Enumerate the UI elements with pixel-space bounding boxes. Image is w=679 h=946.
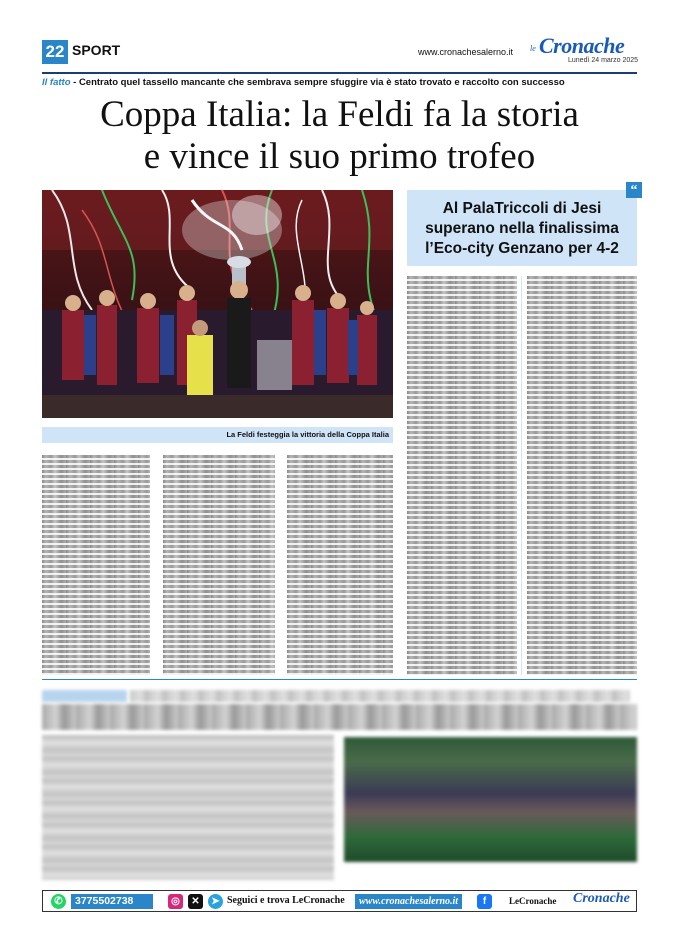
section-title: SPORT — [72, 42, 121, 58]
second-article-photo — [344, 737, 637, 862]
section-divider — [42, 679, 637, 680]
logo-name: Cronache — [539, 33, 625, 58]
blurred-text — [42, 455, 150, 675]
blurred-text — [527, 276, 637, 675]
x-icon: ✕ — [188, 894, 203, 909]
page-footer — [42, 890, 637, 912]
kicker-label: Il fatto — [42, 77, 71, 88]
article-photo — [42, 190, 393, 418]
site-url: www.cronachesalerno.it — [418, 47, 514, 57]
page-header — [42, 33, 639, 74]
pull-quote — [407, 183, 638, 266]
footer-phone: 3775502738 — [71, 894, 153, 909]
logo-prefix: le — [530, 44, 536, 53]
headline-line-1: Coppa Italia: la Feldi fa la storia — [100, 94, 579, 135]
article-column-2 — [163, 455, 275, 675]
headline — [42, 94, 637, 178]
facebook-icon: f — [477, 894, 492, 909]
photo-caption: La Feldi festeggia la vittoria della Coppa Italia — [42, 427, 393, 443]
blurred-text — [163, 455, 275, 675]
telegram-icon: ➤ — [208, 894, 223, 909]
footer-url[interactable]: www.cronachesalerno.it — [355, 894, 462, 909]
celebration-photo-illustration — [42, 190, 393, 418]
pull-quote-text: Al PalaTriccoli di Jesi superano nella finalissima l’Eco-city Genzano per 4-2 — [425, 200, 619, 257]
second-article — [42, 690, 637, 880]
article-column-1 — [42, 455, 150, 675]
whatsapp-icon: ✆ — [51, 894, 66, 909]
footer-logo: Cronache — [573, 891, 630, 906]
second-article-text — [42, 735, 334, 880]
article-column-4 — [407, 276, 517, 675]
article-column-3 — [287, 455, 393, 675]
second-article-kicker-text — [130, 690, 630, 702]
blurred-text — [287, 455, 393, 675]
article-column-5 — [527, 276, 637, 675]
kicker — [42, 77, 642, 88]
quote-icon: “ — [626, 182, 642, 198]
footer-follow-text: Seguici e trova LeCronache — [227, 895, 345, 906]
footer-brand-text: LeCronache — [509, 896, 557, 906]
blurred-text — [407, 276, 517, 675]
headline-line-2: e vince il suo primo trofeo — [143, 136, 536, 177]
page-number: 22 — [42, 40, 68, 64]
column-divider — [521, 276, 522, 675]
instagram-icon: ◎ — [168, 894, 183, 909]
kicker-text: - Centrato quel tassello mancante che sembrava sempre sfuggire via è stato trovato e raccolto con successo — [70, 77, 565, 88]
issue-date: Lunedì 24 marzo 2025 — [568, 57, 639, 64]
second-article-headline — [42, 704, 637, 730]
newspaper-logo — [530, 33, 640, 66]
second-article-kicker — [42, 690, 127, 702]
